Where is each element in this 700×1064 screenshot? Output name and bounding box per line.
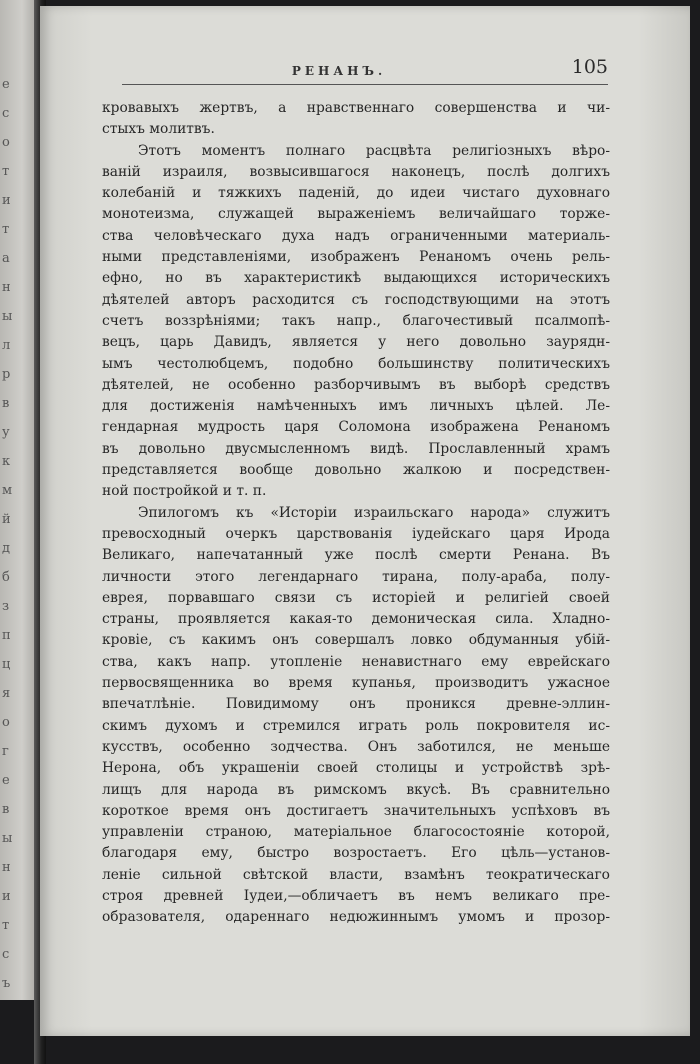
text-line: Нерона, объ украшенiи своей столицы и устройствѣ зрѣ- <box>102 760 610 777</box>
left-page-fragment: г <box>2 744 9 759</box>
text-line: ленiе сильной свѣтской власти, взамѣнъ теократическаго <box>102 866 610 883</box>
text-line: стыхъ молитвъ. <box>102 121 215 138</box>
text-line: личности этого легендарнаго тирана, полу-араба, полу- <box>102 568 610 585</box>
body-text <box>102 98 610 929</box>
text-line: впечатлѣнiе. Повидимому онъ проникся древне-эллин- <box>102 696 610 713</box>
page-header <box>70 54 608 84</box>
left-page-fragment: з <box>2 599 10 614</box>
left-page-fragment: с <box>2 947 10 962</box>
text-line: еврея, порвавшаго связи съ исторiей и религiей своей <box>102 589 610 606</box>
text-line: колебанiй и тяжкихъ паденiй, до идеи чистаго духовнаго <box>102 185 610 202</box>
left-page-fragment: е <box>2 77 10 92</box>
text-line: ванiй израиля, возвысившагося наконецъ, послѣ долгихъ <box>102 163 610 180</box>
text-line: кусствъ, особенно зодчества. Онъ заботился, не меньше <box>102 738 610 755</box>
left-page-fragment: т <box>2 164 10 179</box>
text-line: дѣятелей, не особенно разборчивымъ въ выборѣ средствъ <box>102 376 610 393</box>
text-line: ства человѣческаго духа надъ ограниченными материаль- <box>102 227 610 244</box>
book-page <box>40 6 690 1036</box>
left-page-fragment: а <box>2 251 10 266</box>
text-line: образователя, одареннаго недюжиннымъ умомъ и прозор- <box>102 909 610 926</box>
left-page-fragment: б <box>2 570 10 585</box>
text-line: короткое время онъ достигаетъ значительныхъ успѣховъ въ <box>102 802 610 819</box>
left-page-fragment: о <box>2 135 10 150</box>
text-line: лищъ для народа въ римскомъ вкусѣ. Въ сравнительно <box>102 781 610 798</box>
left-page-fragment: у <box>2 425 10 440</box>
text-line: представляется вообще довольно жалкою и посредствен- <box>102 462 610 479</box>
text-line: ефно, но въ характеристикѣ выдающихся историческихъ <box>102 270 610 287</box>
left-page-fragment: ъ <box>2 976 11 991</box>
header-rule <box>122 84 608 85</box>
text-line: скимъ духомъ и стремился играть роль покровителя ис- <box>102 717 610 734</box>
text-line: вецъ, царь Давидъ, является у него довольно заурядн- <box>102 334 610 351</box>
text-line: ымъ честолюбцемъ, подобно большинству политическихъ <box>102 355 610 372</box>
text-line: кровавыхъ жертвъ, а нравственнаго совершенства и чи- <box>102 100 610 116</box>
left-page-fragment: и <box>2 193 11 208</box>
left-page-fragment: с <box>2 106 10 121</box>
left-page-fragment: й <box>2 512 11 527</box>
running-title: РЕНАНЪ. <box>291 64 387 78</box>
text-line: строя древней Iудеи,—обличаетъ въ немъ великаго пре- <box>102 887 610 904</box>
text-line: въ довольно двусмысленномъ видѣ. Прославленный храмъ <box>102 440 610 457</box>
text-line: гендарная мудрость царя Соломона изображена Ренаномъ <box>102 419 610 436</box>
text-line: первосвященника во время купанья, производитъ ужасное <box>102 675 610 692</box>
text-line: ства, какъ напр. утопленiе ненавистнаго ему еврейскаго <box>102 653 610 670</box>
left-page-fragment: к <box>2 454 11 469</box>
left-page-fragment: р <box>2 367 11 382</box>
left-page-fragment: м <box>2 483 13 498</box>
text-line: дѣятелей авторъ расходится съ господствующими на этотъ <box>102 291 610 308</box>
left-page-fragment: т <box>2 222 10 237</box>
left-page-fragment: ы <box>2 309 13 324</box>
text-line: счетъ воззрѣнiями; такъ напр., благочестивый псалмопѣ- <box>102 312 610 329</box>
text-line: Эпилогомъ къ «Исторiи израильскаго народа» служитъ <box>138 504 610 521</box>
text-line: ной постройкой и т. п. <box>102 483 267 500</box>
left-page-fragment: я <box>2 686 11 701</box>
left-page-fragment: о <box>2 715 10 730</box>
text-line: благодаря ему, быстро возростаетъ. Его цѣль—установ- <box>102 845 610 862</box>
text-line: превосходный очеркъ царствованiя iудейскаго царя Ирода <box>102 525 610 542</box>
left-page-fragment: л <box>2 338 11 353</box>
left-page-fragment: д <box>2 541 11 556</box>
text-line: Великаго, напечатанный уже послѣ смерти Ренана. Въ <box>102 547 610 564</box>
left-page-fragment: н <box>2 280 11 295</box>
text-line: кровiе, съ какимъ онъ совершалъ ловко обдуманныя убiй- <box>102 632 610 649</box>
left-page-fragment: н <box>2 860 11 875</box>
page-number: 105 <box>571 56 608 78</box>
text-line: управленiи страною, матерiальное благосостоянiе которой, <box>102 824 610 841</box>
text-line: для достиженiя намѣченныхъ имъ личныхъ цѣлей. Ле- <box>102 398 610 415</box>
text-line: ными представленiями, изображенъ Ренаномъ очень рель- <box>102 249 610 266</box>
left-page-fragment: т <box>2 918 10 933</box>
left-page-fragment: в <box>2 802 10 817</box>
text-line: монотеизма, служащей выраженiемъ величайшаго торже- <box>102 206 610 223</box>
left-page-fragment: е <box>2 773 10 788</box>
left-page-fragment: и <box>2 889 11 904</box>
left-page-fragment: ц <box>2 657 11 672</box>
left-page-fragment: п <box>2 628 11 643</box>
left-page-fragment: ы <box>2 831 13 846</box>
left-page-fragment: в <box>2 396 10 411</box>
text-line: страны, проявляется какая-то демоническая сила. Хладно- <box>102 611 610 628</box>
text-line: Этотъ моментъ полнаго расцвѣта религiозныхъ вѣро- <box>138 142 610 159</box>
